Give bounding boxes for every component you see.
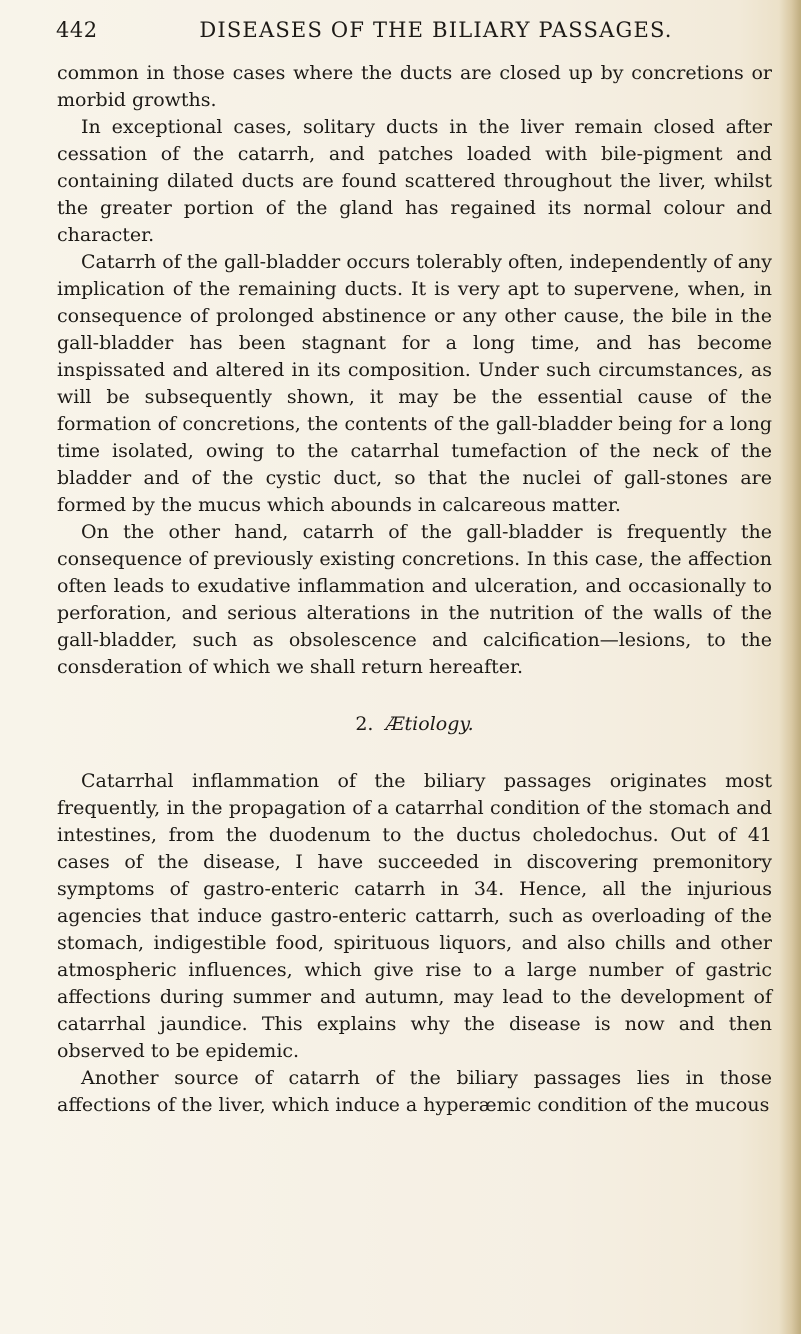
section-number: 2. (355, 713, 374, 735)
paragraph: In exceptional cases, solitary ducts in the liver remain closed after cessation of the catarrh, and patches loaded with bile-pigment and containing dilated ducts are found scattered throughout the liver, whilst the greater portion of the gland has regained its normal colour and character. (57, 116, 772, 246)
paragraph: On the other hand, catarrh of the gall-bladder is frequently the consequence of previously existing concretions. In this case, the affection often leads to exudative inflammation and ulceration, and occasionally to perforation, and serious alterations in the nutrition of the walls of the gall-bladder, such as obsolescence and calcification—lesions, to the consderation of which we shall return hereafter. (57, 521, 772, 678)
paragraph: common in those cases where the ducts are closed up by concretions or morbid growths. (57, 62, 772, 111)
paragraph: Another source of catarrh of the biliary passages lies in those affections of the liver, which induce a hyperæmic condition of the mucous (57, 1067, 772, 1116)
section-title: Ætiology. (385, 713, 474, 735)
paragraph: Catarrh of the gall-bladder occurs tolerably often, independently of any implication of the remaining ducts. It is very apt to supervene, when, in consequence of prolonged abstinence or any other cause, the bile in the gall-bladder has been stagnant for a long time, and has become inspissated and altered in its composition. Under such circumstances, as will be subsequently shown, it may be the essential cause of the formation of concretions, the contents of the gall-bladder being for a long time isolated, owing to the catarrhal tumefaction of the neck of the bladder and of the cystic duct, so that the nuclei of gall-stones are formed by the mucus which abounds in calcareous matter. (57, 251, 772, 516)
running-head: DISEASES OF THE BILIARY PASSAGES. (199, 18, 673, 42)
section-heading (57, 711, 772, 738)
paragraph: Catarrhal inflammation of the biliary passages originates most frequently, in the propagation of a catarrhal condition of the stomach and intestines, from the duodenum to the ductus choledochus. Out of 41 cases of the disease, I have succeeded in discovering premonitory symptoms of gastro-enteric catarrh in 34. Hence, all the injurious agencies that induce gastro-enteric cattarrh, such as overloading of the stomach, indigestible food, spirituous liquors, and also chills and other atmospheric influences, which give rise to a large number of gastric affections during summer and autumn, may lead to the development of catarrhal jaundice. This explains why the disease is now and then observed to be epidemic. (57, 770, 772, 1062)
page-number: 442 (56, 18, 98, 42)
page-edge-shadow (779, 0, 801, 1334)
body-text (57, 60, 772, 1119)
page-header (56, 18, 771, 50)
